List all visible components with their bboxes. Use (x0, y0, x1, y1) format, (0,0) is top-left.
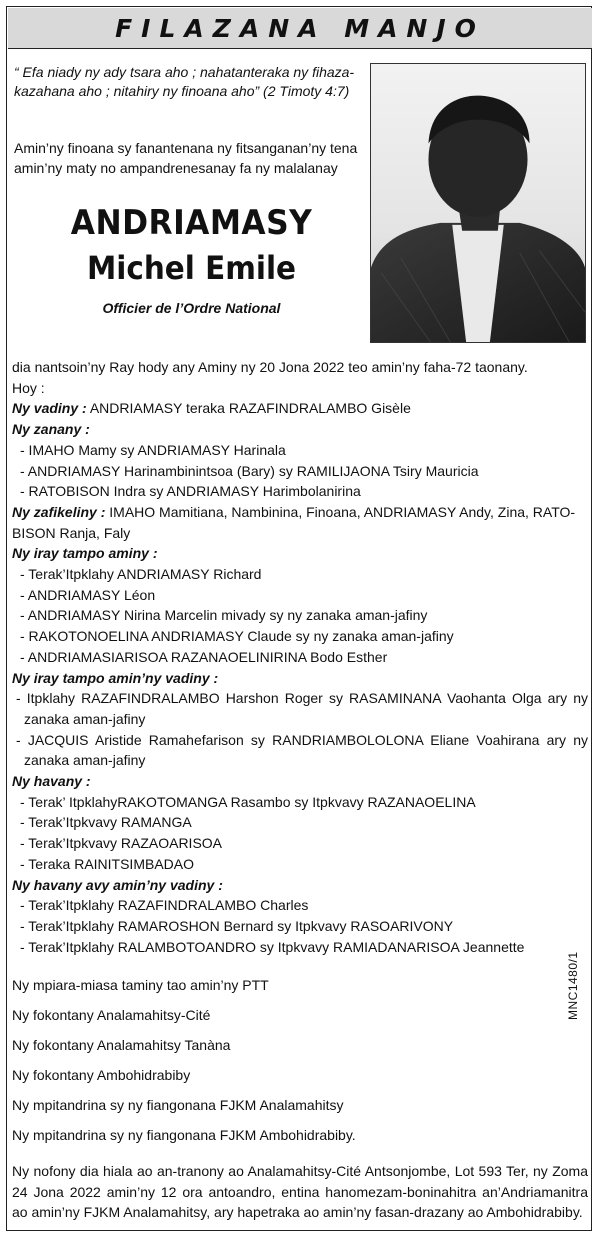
community-item: Ny fokontany Analamahitsy Tanàna (12, 1037, 231, 1053)
portrait-photo (370, 63, 586, 343)
grandchildren-names: IMAHO Mamitiana, Nambinina, Finoana, ANDRIAMASY Andy, Zina, RATO-BISON Ranja, Faly (12, 503, 576, 541)
deceased-surname: ANDRIAMASY (70, 203, 313, 243)
community-item: Ny mpitandrina sy ny fiangonana FJKM Ambohidrabiby. (12, 1127, 356, 1143)
widow-line (12, 398, 588, 419)
list-item: - Terak’Itpklahy RAZAFINDRALAMBO Charles (20, 897, 309, 914)
deceased-name-block (14, 200, 369, 316)
intro-text: Amin’ny finoana sy fanantenana ny fitsanganan’ny tena amin’ny maty no ampandrenesanay fa ny malalanay (14, 140, 358, 176)
deceased-title: Officier de l’Ordre National (102, 300, 281, 316)
list-item: - ANDRIAMASY Léon (20, 586, 156, 603)
community-item: Ny fokontany Ambohidrabiby (12, 1067, 191, 1083)
list-item: - Terak’Itpklahy RALAMBOTOANDRO sy Itpkvavy RAMIADANARISOA Jeannette (20, 938, 525, 955)
community-list (12, 976, 552, 1156)
widow-label: Ny vadiny : (12, 400, 87, 417)
widow-name: ANDRIAMASY teraka RAZAFINDRALAMBO Gisèle (86, 400, 411, 417)
list-item: - Terak’Itpkvavy RAZAOARISOA (20, 835, 223, 852)
grandchildren-label: Ny zafikeliny : (12, 503, 106, 520)
list-item: - Itpklahy RAZAFINDRALAMBO Harshon Roger sy RASAMINANA Vaohanta Olga ary ny zanaka aman-jafiny (16, 690, 588, 727)
list-item: - ANDRIAMASY Harinambinintsoa (Bary) sy RAMILIJAONA Tsiry Mauricia (20, 462, 479, 479)
page-title: FILAZANA MANJO (115, 13, 485, 43)
notice-body (12, 357, 588, 957)
deceased-given-names: Michel Emile (86, 249, 297, 287)
relatives-label: Ny havany : (12, 773, 91, 790)
children-label: Ny zanany : (12, 421, 90, 438)
list-item: - Terak’Itpkvavy RAMANGA (20, 814, 192, 831)
header-banner (8, 8, 592, 49)
grandchildren-line (12, 502, 588, 543)
announcement-text: dia nantsoin’ny Ray hody any Aminy ny 20 Jona 2022 teo amin’ny faha-72 taonany. (12, 359, 528, 375)
reference-code: MNC1480/1 (566, 951, 580, 1020)
list-item: - Terak’Itpklahy ANDRIAMASY Richard (20, 566, 262, 583)
bible-quote: “ Efa niady ny ady tsara aho ; nahatanteraka ny fihaza-kazahana aho ; nitahiry ny finoana aho” (2 Timoty 4:7) (14, 64, 355, 99)
list-item: - IMAHO Mamy sy ANDRIAMASY Harinala (20, 441, 286, 458)
community-item: Ny fokontany Analamahitsy-Cité (12, 1007, 211, 1023)
list-item: - Teraka RAINITSIMBADAO (20, 855, 195, 872)
list-item: - Terak’ ItpklahyRAKOTOMANGA Rasambo sy Itpkvavy RAZANAOELINA (20, 793, 476, 810)
list-item: - ANDRIAMASY Nirina Marcelin mivady sy ny zanaka aman-jafiny (20, 607, 428, 624)
spouse-relatives-label: Ny havany avy amin’ny vadiny : (12, 876, 223, 893)
hoy-label: Hoy : (12, 379, 45, 396)
list-item: - Terak’Itpklahy RAMAROSHON Bernard sy Itpkvavy RASOARIVONY (20, 917, 454, 934)
list-item: - RAKOTONOELINA ANDRIAMASY Claude sy ny zanaka aman-jafiny (20, 628, 454, 645)
list-item: - RATOBISON Indra sy ANDRIAMASY Harimbolanirina (20, 483, 361, 500)
community-item: Ny mpitandrina sy ny fiangonana FJKM Analamahitsy (12, 1097, 344, 1113)
list-item: - ANDRIAMASIARISOA RAZANAOELINIRINA Bodo Esther (20, 648, 388, 665)
spouse-siblings-label: Ny iray tampo amin’ny vadiny : (12, 669, 219, 686)
list-item: - JACQUIS Aristide Ramahefarison sy RANDRIAMBOLOLONA Eliane Voahirana ary ny zanaka aman-jafiny (16, 731, 588, 769)
community-item: Ny mpiara-miasa taminy tao amin’ny PTT (12, 977, 269, 993)
siblings-label: Ny iray tampo aminy : (12, 545, 158, 562)
portrait-icon (371, 64, 585, 342)
funeral-details: Ny nofony dia hiala ao an-tranony ao Analamahitsy-Cité Antsonjombe, Lot 593 Ter, ny Zoma 24 Jona 2022 amin’ny 12 ora antoandro, entina hanomezam-boninahitra an’Andriamanitra ao amin’ny FJKM Analamahitsy, ary hapetraka ao amin’ny fasan-drazany ao Ambohidrabiby. (12, 1163, 588, 1220)
